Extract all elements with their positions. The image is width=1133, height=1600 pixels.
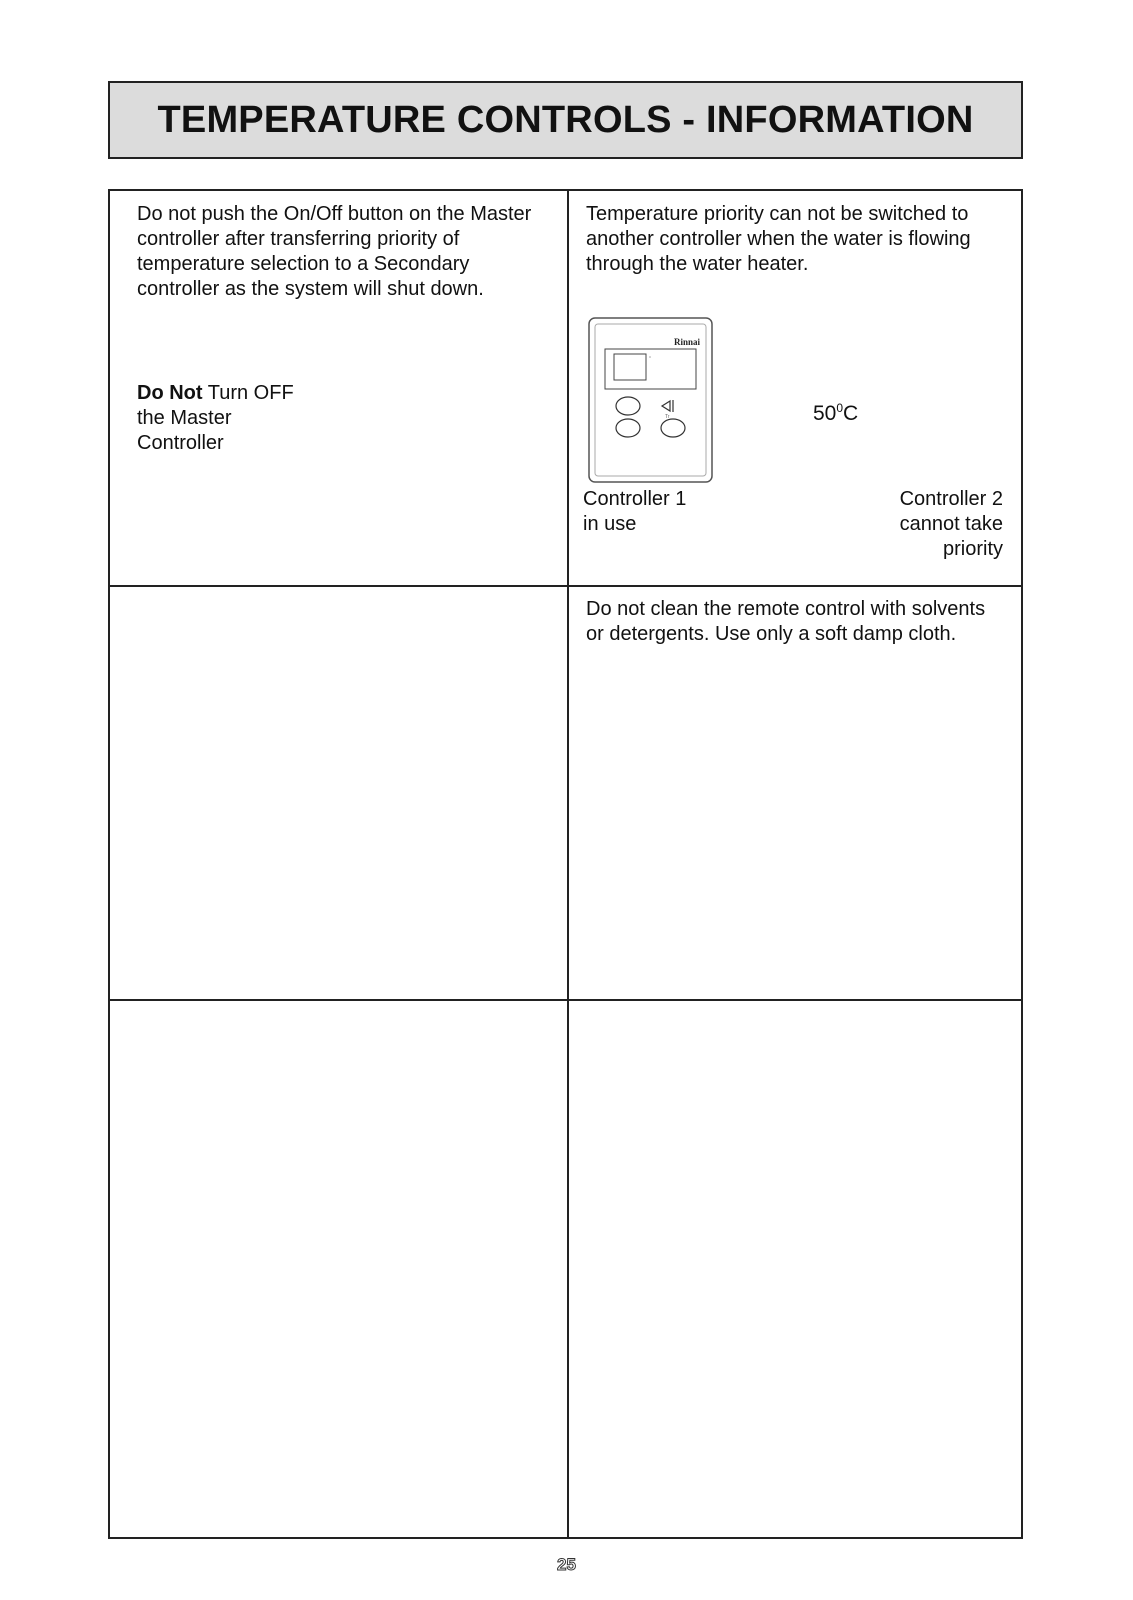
- do-not-rest: Turn OFF: [202, 382, 294, 404]
- remote-onoff-button: [616, 397, 640, 415]
- controller-1-label: Controller 1 in use: [583, 488, 687, 535]
- page-title: TEMPERATURE CONTROLS - INFORMATION: [157, 98, 974, 141]
- do-not-line2: the Master: [137, 407, 232, 429]
- page-header: [108, 81, 1023, 159]
- remote-button-label: Tr: [665, 414, 670, 420]
- cleaning-instructions-text: Do not clean the remote control with solvents or detergents. Use only a soft damp cloth.: [586, 598, 986, 645]
- temp-superscript: 0: [836, 401, 844, 415]
- remote-up-button: [661, 419, 685, 437]
- priority-switch-text: Temperature priority can not be switched to another controller when the water is flowing through the water heater.: [586, 203, 971, 275]
- info-grid: [108, 189, 1023, 1539]
- remote-down-button: [616, 419, 640, 437]
- master-controller-warning-text: Do not push the On/Off button on the Master controller after transferring priority of temperature selection to a Secondary controller as the system will shut down.: [137, 203, 532, 300]
- temp-value: 50: [813, 402, 837, 425]
- remote-brand-logo: Rinnai: [673, 337, 700, 347]
- remote-degree-mark: °: [649, 356, 651, 362]
- remote-display-screen: [614, 354, 646, 380]
- temperature-reading: [813, 401, 858, 426]
- do-not-turn-off-note: [137, 381, 397, 456]
- temp-unit: C: [843, 402, 859, 425]
- grid-divider-vertical: [567, 191, 569, 1537]
- do-not-line3: Controller: [137, 432, 224, 454]
- grid-divider-row-2: [110, 999, 1021, 1001]
- grid-divider-row-1: [110, 585, 1021, 587]
- controller-2-label: Controller 2 cannot take priority: [899, 488, 1003, 560]
- remote-controller-illustration: [588, 317, 713, 483]
- do-not-bold: Do Not: [137, 382, 203, 404]
- page-number: 25: [557, 1555, 576, 1574]
